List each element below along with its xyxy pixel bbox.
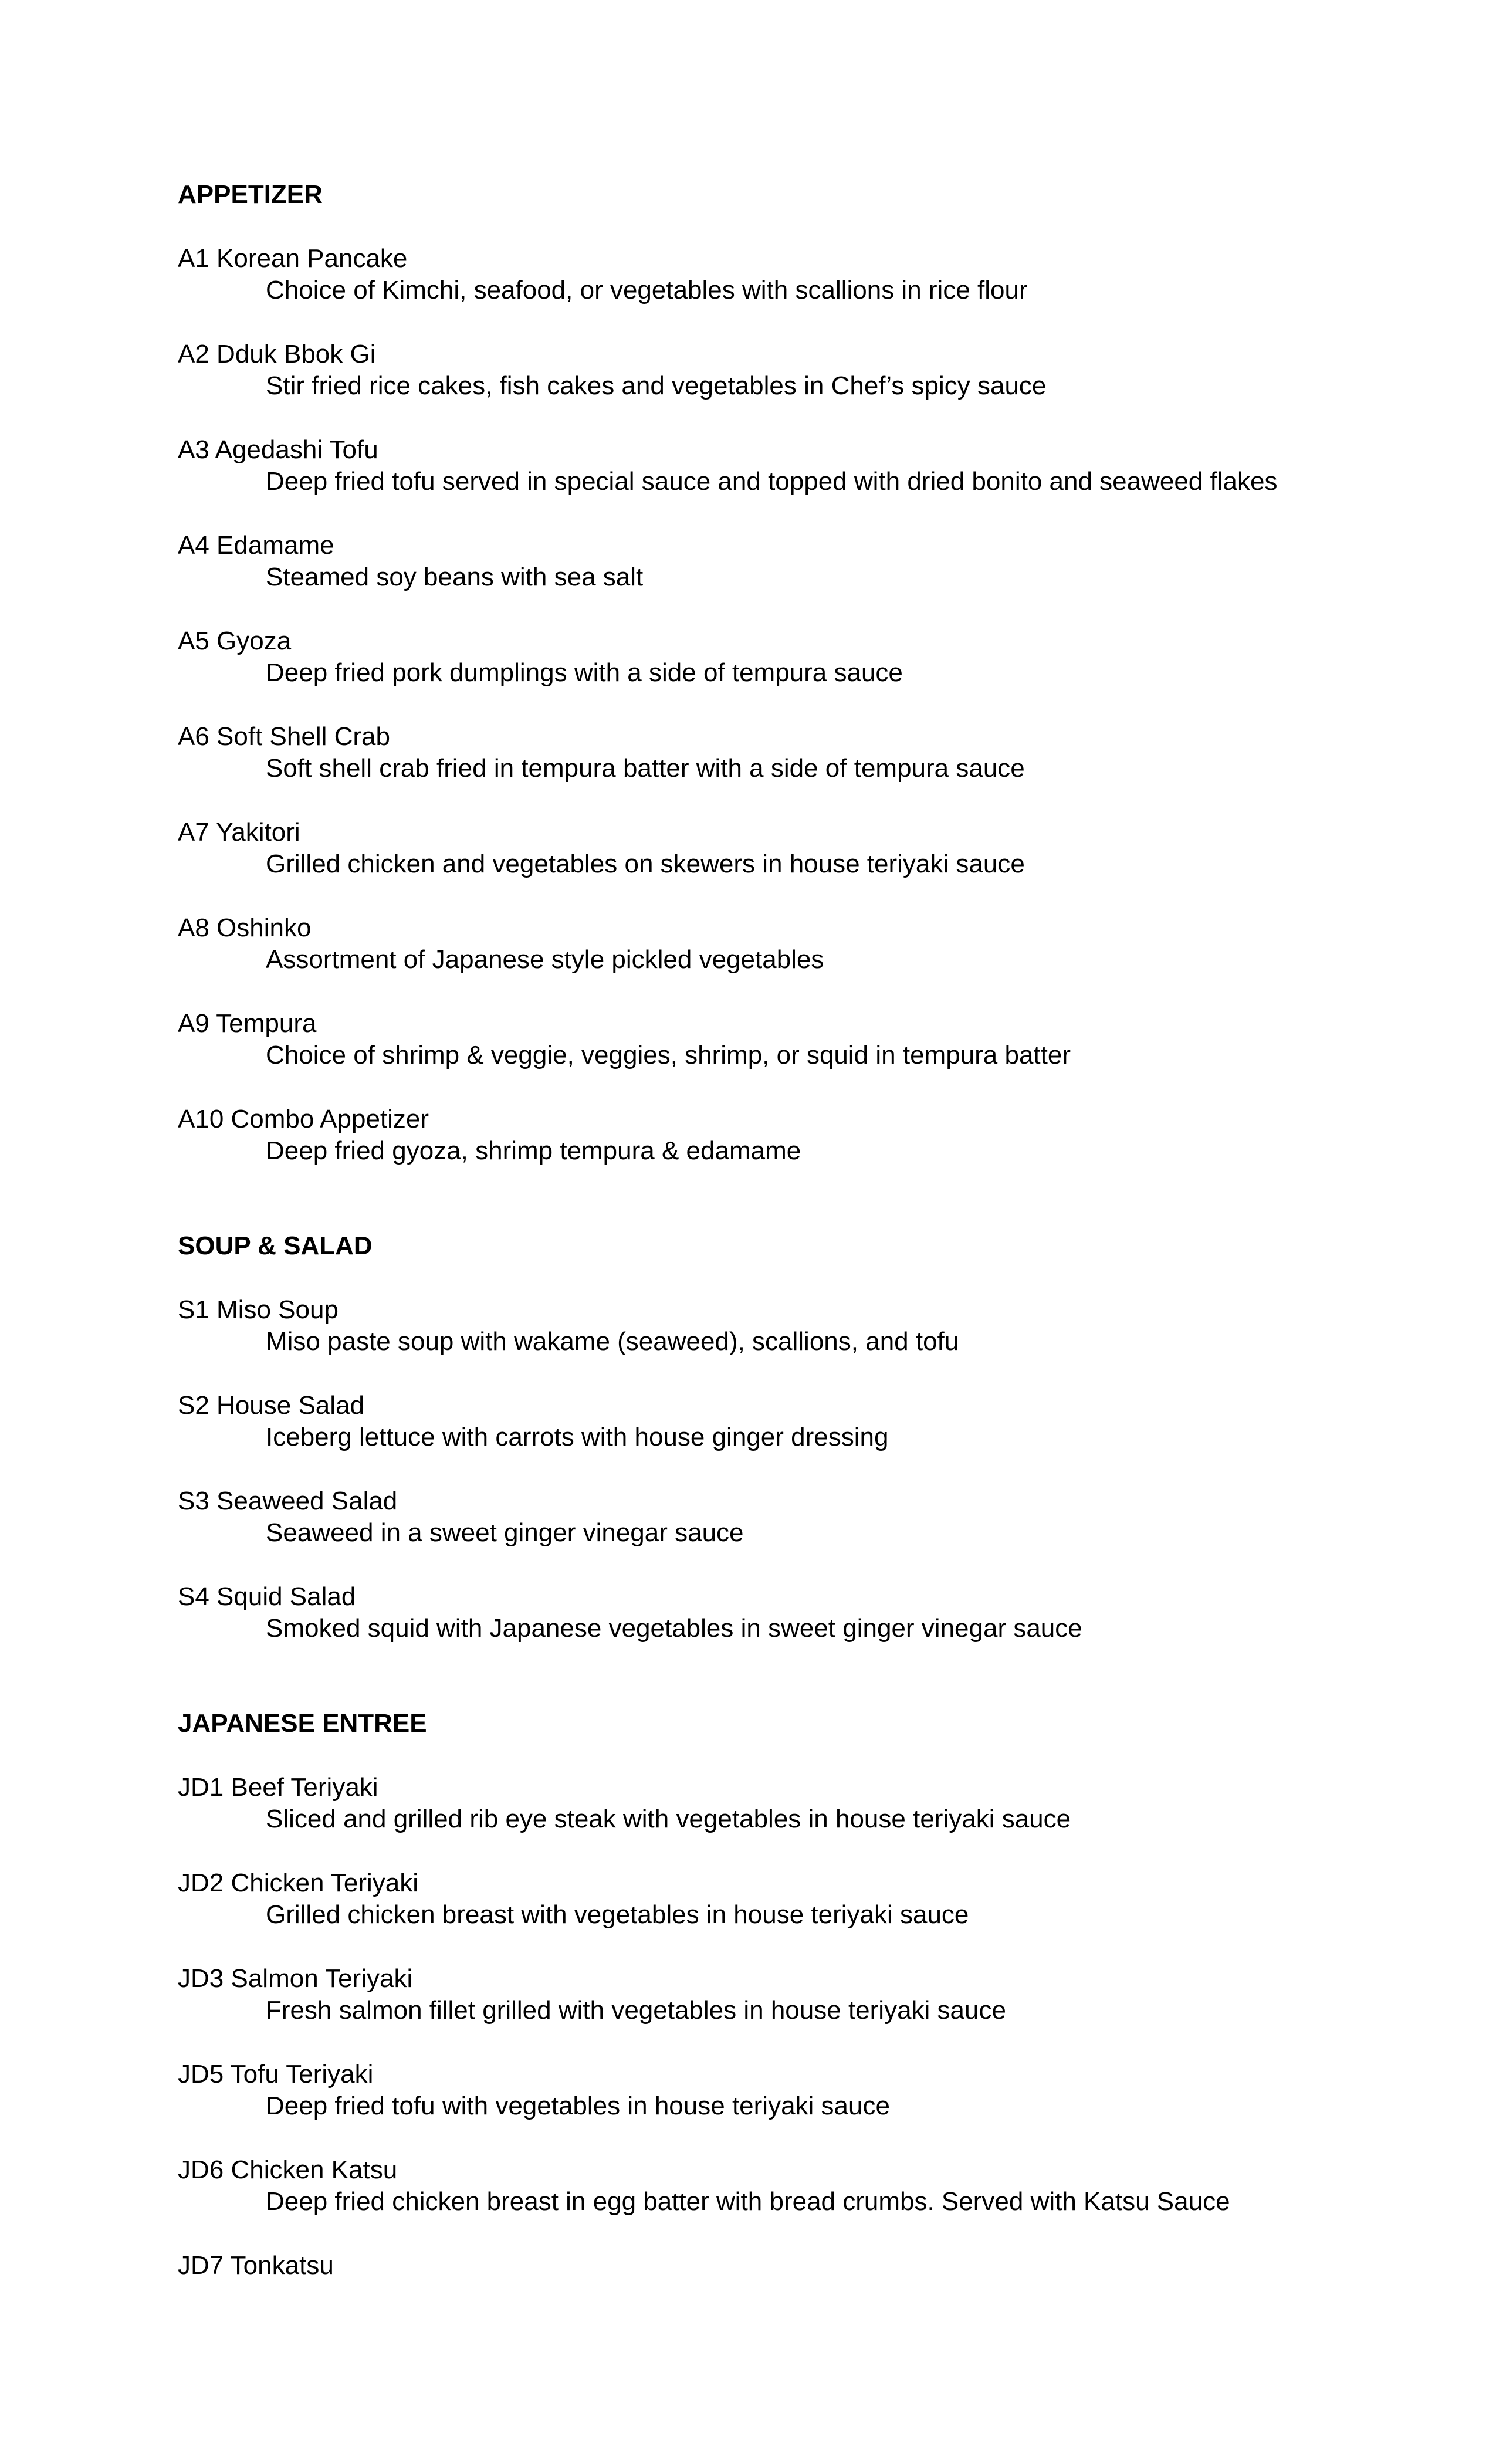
menu-item xyxy=(178,339,1351,402)
item-description: Sliced and grilled rib eye steak with vegetables in house teriyaki sauce xyxy=(266,1805,1071,1833)
item-description: Miso paste soup with wakame (seaweed), scallions, and tofu xyxy=(266,1327,959,1356)
menu-section-appetizer xyxy=(178,179,1351,1167)
section-title: SOUP & SALAD xyxy=(178,1231,373,1260)
item-description: Seaweed in a sweet ginger vinegar sauce xyxy=(266,1518,744,1547)
section-title: JAPANESE ENTREE xyxy=(178,1709,427,1738)
item-name: A1 Korean Pancake xyxy=(178,244,408,273)
item-name: A5 Gyoza xyxy=(178,627,292,655)
item-description: Steamed soy beans with sea salt xyxy=(266,563,644,591)
item-name: S2 House Salad xyxy=(178,1391,364,1420)
menu-item xyxy=(178,1008,1351,1071)
menu-content xyxy=(178,179,1351,2282)
item-description: Smoked squid with Japanese vegetables in sweet ginger vinegar sauce xyxy=(266,1614,1082,1643)
menu-item xyxy=(178,2154,1351,2218)
item-description: Fresh salmon fillet grilled with vegetables in house teriyaki sauce xyxy=(266,1996,1006,2025)
menu-item xyxy=(178,625,1351,689)
menu-item xyxy=(178,1485,1351,1549)
item-name: JD2 Chicken Teriyaki xyxy=(178,1869,419,1897)
menu-item xyxy=(178,1867,1351,1931)
item-name: JD7 Tonkatsu xyxy=(178,2251,334,2280)
menu-section-soup-salad xyxy=(178,1230,1351,1644)
item-name: S4 Squid Salad xyxy=(178,1582,356,1611)
menu-item xyxy=(178,1104,1351,1167)
menu-item xyxy=(178,1294,1351,1358)
item-description: Deep fried pork dumplings with a side of tempura sauce xyxy=(266,658,903,687)
item-name: JD5 Tofu Teriyaki xyxy=(178,2060,374,2089)
item-name: A4 Edamame xyxy=(178,531,334,560)
menu-item xyxy=(178,912,1351,976)
menu-item xyxy=(178,243,1351,306)
item-name: JD6 Chicken Katsu xyxy=(178,2155,398,2184)
item-name: A3 Agedashi Tofu xyxy=(178,435,378,464)
menu-item xyxy=(178,2250,1351,2282)
item-name: S3 Seaweed Salad xyxy=(178,1487,398,1515)
menu-section-japanese-entree xyxy=(178,1708,1351,2282)
item-name: A9 Tempura xyxy=(178,1009,317,1038)
item-name: JD1 Beef Teriyaki xyxy=(178,1773,378,1802)
item-description: Assortment of Japanese style pickled vegetables xyxy=(266,945,824,974)
menu-item xyxy=(178,1963,1351,2026)
item-description: Iceberg lettuce with carrots with house ginger dressing xyxy=(266,1423,889,1451)
item-name: A7 Yakitori xyxy=(178,818,300,847)
menu-item xyxy=(178,817,1351,880)
menu-item xyxy=(178,530,1351,593)
menu-item xyxy=(178,1581,1351,1644)
item-description: Grilled chicken and vegetables on skewers in house teriyaki sauce xyxy=(266,849,1025,878)
menu-item xyxy=(178,434,1351,497)
item-name: A8 Oshinko xyxy=(178,913,312,942)
menu-item xyxy=(178,2059,1351,2122)
section-title: APPETIZER xyxy=(178,180,323,209)
item-description: Soft shell crab fried in tempura batter with a side of tempura sauce xyxy=(266,754,1025,783)
item-name: A10 Combo Appetizer xyxy=(178,1105,429,1133)
item-description: Deep fried chicken breast in egg batter with bread crumbs. Served with Katsu Sauce xyxy=(266,2187,1230,2216)
item-name: S1 Miso Soup xyxy=(178,1295,339,1324)
item-description: Choice of Kimchi, seafood, or vegetables with scallions in rice flour xyxy=(266,276,1028,304)
item-name: JD3 Salmon Teriyaki xyxy=(178,1964,413,1993)
item-name: A2 Dduk Bbok Gi xyxy=(178,340,376,368)
item-description: Deep fried tofu served in special sauce and topped with dried bonito and seaweed flakes xyxy=(266,467,1278,496)
item-description: Grilled chicken breast with vegetables in house teriyaki sauce xyxy=(266,1900,969,1929)
item-description: Choice of shrimp & veggie, veggies, shrimp, or squid in tempura batter xyxy=(266,1041,1071,1069)
item-description: Stir fried rice cakes, fish cakes and vegetables in Chef’s spicy sauce xyxy=(266,371,1047,400)
item-description: Deep fried tofu with vegetables in house teriyaki sauce xyxy=(266,2091,890,2120)
menu-item xyxy=(178,1772,1351,1835)
menu-item xyxy=(178,1390,1351,1453)
item-name: A6 Soft Shell Crab xyxy=(178,722,390,751)
item-description: Deep fried gyoza, shrimp tempura & edamame xyxy=(266,1136,801,1165)
menu-item xyxy=(178,721,1351,784)
